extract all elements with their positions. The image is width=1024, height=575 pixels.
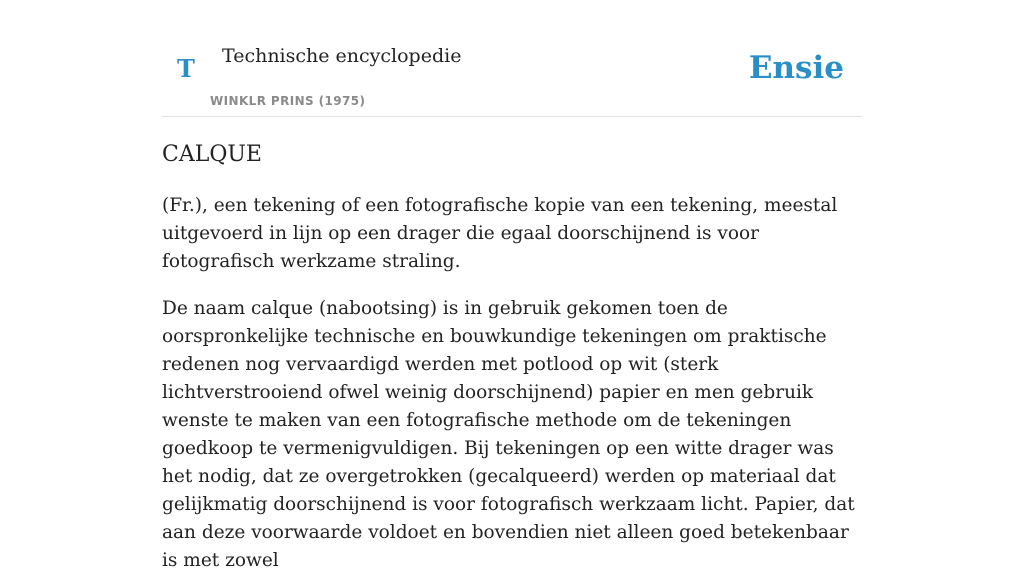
source-subtitle: WINKLR PRINS (1975) <box>210 94 366 108</box>
source-title[interactable]: Technische encyclopedie <box>222 45 462 67</box>
brand-logo[interactable]: Ensie <box>748 50 844 86</box>
page-header <box>162 0 862 117</box>
article-paragraph: De naam calque (nabootsing) is in gebruik gekomen toen de oorspronkelijke technische en bouwkundige tekeningen om praktische redenen nog vervaardigd werden met potlood op wit (sterk lichtverstrooiend ofwel weinig doorschijnend) papier en men gebruik wenste te maken van een fotografische methode om de tekeningen goedkoop te vermenigvuldigen. Bij tekeningen op een witte drager was het nodig, dat ze overgetrokken (gecalqueerd) werden op materiaal dat gelijkmatig doorschijnend is voor fotografisch werkzaam licht. Papier, dat aan deze voorwaarde voldoet en bovendien niet alleen goed betekenbaar is met zowel <box>162 298 855 571</box>
entry-title: CALQUE <box>162 142 262 167</box>
source-logo-icon[interactable]: T <box>177 54 195 83</box>
article-paragraph: (Fr.), een tekening of een fotografische kopie van een tekening, meestal uitgevoerd in lijn op een drager die egaal doorschijnend is voor fotografisch werkzame straling. <box>162 195 838 272</box>
article <box>162 140 864 575</box>
